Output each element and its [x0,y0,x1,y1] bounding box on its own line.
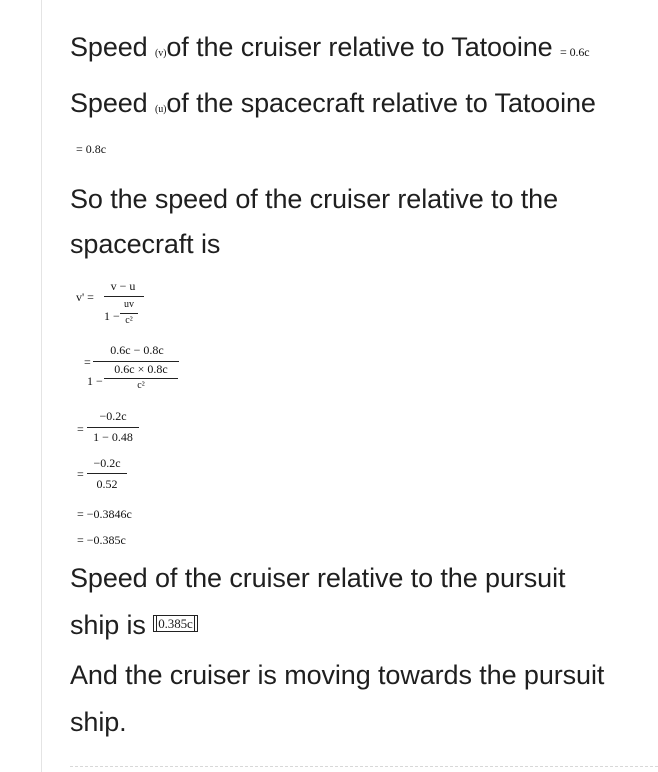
speed-v-value: = 0.6c [560,45,590,59]
formula-numerator: v − u [110,279,136,293]
speed-u-suffix: of the spacecraft relative to Tatooine [166,88,596,118]
speed-v-prefix: Speed [70,32,155,62]
formula-inner-denominator: c² [125,315,133,326]
variable-v-label: (v) [154,48,167,59]
step1-numerator: 0.6c − 0.8c [110,343,164,357]
answer-prefix: ship is [70,610,146,640]
variable-u-label: (u) [154,104,167,115]
step1-inner-denominator: c² [137,380,145,391]
formula-denominator-one: 1 − [104,309,120,323]
step1-inner-numerator: 0.6c × 0.8c [114,362,168,376]
formula-main-bar [104,296,144,297]
step4-result: = −0.3846c [77,507,132,521]
formula-lhs: v' = [76,290,94,304]
speed-v-suffix: of the cruiser relative to Tatooine [166,32,553,62]
step3-numerator: −0.2c [93,456,121,470]
step2-bar [87,427,139,428]
bottom-divider [70,766,658,767]
speed-u-value: = 0.8c [76,142,107,156]
step3-denominator: 0.52 [96,477,118,491]
formula-inner-numerator: uv [124,299,134,310]
step2-numerator: −0.2c [99,409,127,423]
left-border [41,0,42,772]
step5-rounded-result: = −0.385c [77,533,126,547]
speed-u-statement [70,88,596,119]
answer-statement-line1: Speed of the cruiser relative to the pursuit [70,563,566,593]
step1-equals: = [84,355,91,369]
step3-bar [87,473,127,474]
speed-v-statement [70,32,590,63]
step2-equals: = [77,422,84,436]
direction-statement-line1: And the cruiser is moving towards the pursuit [70,660,605,690]
step1-inner-bar [104,378,178,379]
step3-equals: = [77,467,84,481]
direction-statement-line2: ship. [70,707,127,737]
boxed-answer-value: 0.385c [158,616,193,632]
relative-speed-intro-line1: So the speed of the cruiser relative to the [70,184,558,214]
speed-u-prefix: Speed [70,88,155,118]
formula-inner-bar [120,313,138,314]
step2-denominator: 1 − 0.48 [93,430,133,444]
step1-denominator-one: 1 − [87,374,103,388]
relative-speed-intro-line2: spacecraft is [70,229,221,259]
answer-statement-line2 [70,610,198,641]
boxed-answer [153,615,197,632]
